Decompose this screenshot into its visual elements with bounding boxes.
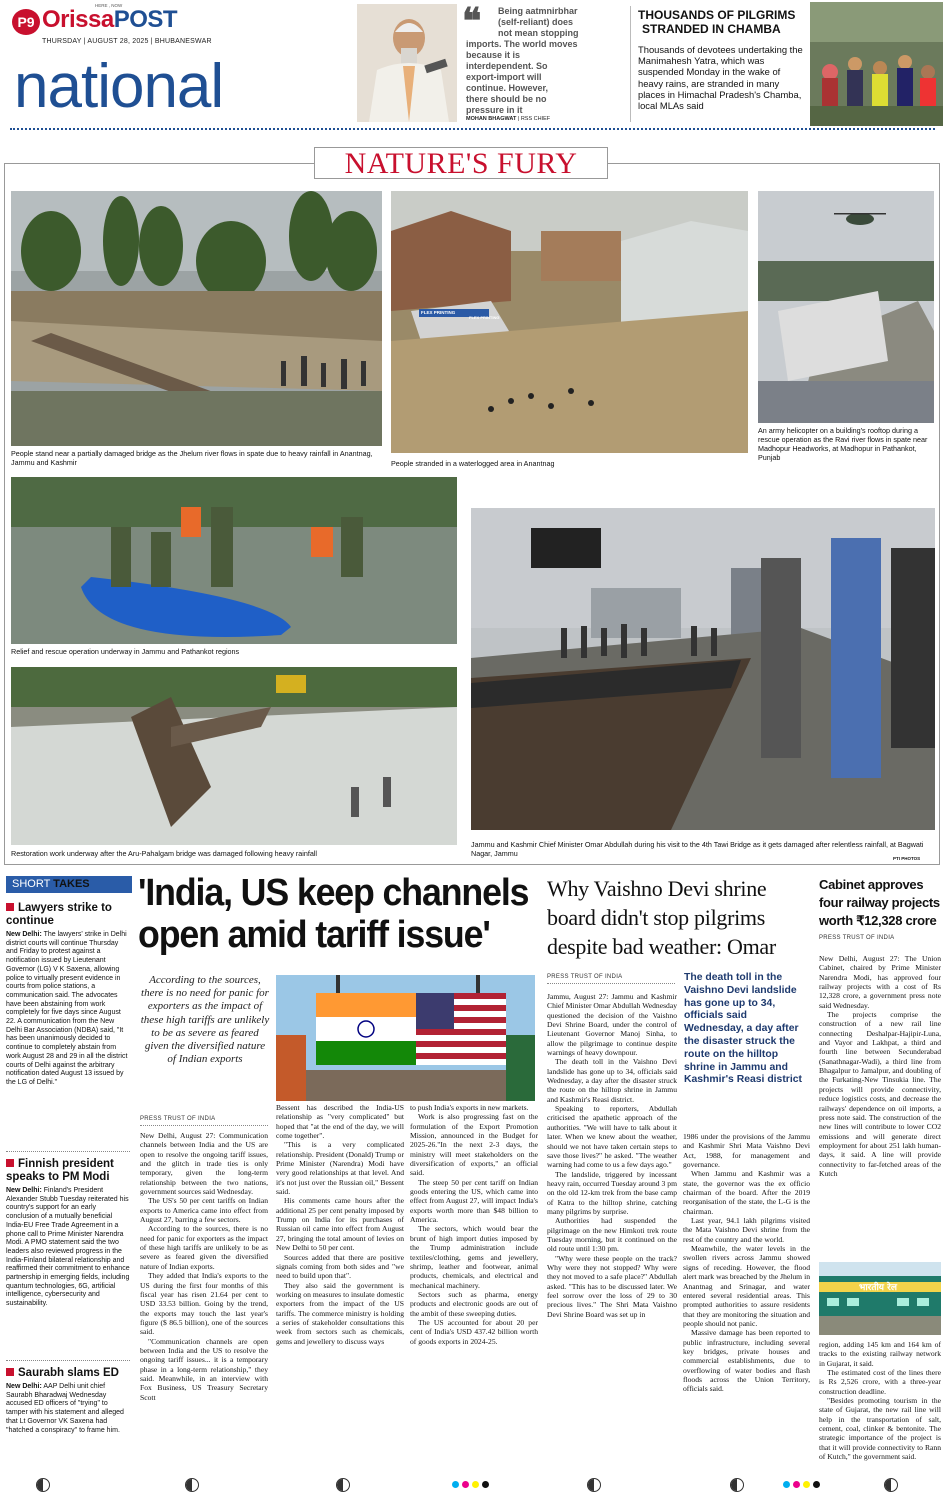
- registration-mark: [730, 1478, 744, 1492]
- caption-1: People stand near a partially damaged bridge as the Jhelum river flows in spate due to heavy rainfall in Anantnag, Jammu and Kashmir: [11, 449, 373, 467]
- paragraph: "Communication channels are open between India and the US to resolve the ongoing tariff issues... it is a temporary phase in a long-term relationship," they said. Meanwhile, in an interview with Fox Business, US Treasury Secretary Scott: [140, 1336, 268, 1402]
- paragraph: His comments came hours after the additional 25 per cent penalty imposed by Trump on India for its purchases of Russian oil came into effect from August 27, bringing the total amount of levies on New Delhi to 50 per cent.: [276, 1196, 404, 1253]
- paragraph: Sectors such as pharma, energy products and electronic goods are out of the ambit of these sweeping duties.: [410, 1289, 538, 1318]
- caption-2: People stranded in a waterlogged area in Anantnag: [391, 459, 555, 468]
- quote-line: Being aatmnirbhar: [498, 6, 578, 16]
- caption-3: An army helicopter on a building's rooftop during a rescue operation as the Ravi river flows in spate near Madhopur Headworks, at Madhopur in Pathankot, Punjab: [758, 426, 928, 462]
- third-col-top: [819, 954, 941, 1178]
- quote-line: there should be no: [466, 94, 547, 104]
- short-take-dateline: New Delhi:: [6, 1187, 42, 1194]
- short-take-item: [6, 902, 130, 1088]
- train-photo: [819, 1262, 941, 1335]
- lead-byline: PRESS TRUST OF INDIA: [140, 1116, 216, 1122]
- second-headline-line: despite bad weather: Omar: [547, 934, 776, 959]
- quote-line: not mean stopping: [498, 28, 579, 38]
- short-take-item: [6, 1158, 130, 1309]
- paragraph: Meanwhile, the water levels in the swollen rivers across Jammu showed signs of receding. However, the flood alert mark was breached by the Jhelum in Anantnag and Srinagar, and water entered several residential areas. This prompted authorities to assure residents that they are monitoring the situation and people should not panic.: [683, 1244, 810, 1328]
- short-take-body-text: Finland's President Alexander Stubb Tuesday reiterated his country's support for an early conclusion of a mutually beneficial India-EU Free Trade Agreement in a phone call to Prime Minister Narendra Modi. A PMO statement said the two leaders also reviewed progress in the India-Finland bilateral relationship and reaffirmed their commitment to enhance partnership in emerging fields, including quantum technologies, 6G, artificial intelligence, cybersecurity and sustainability.: [6, 1187, 130, 1308]
- quote-line: because it is: [466, 50, 521, 60]
- paragraph: The US's 50 per cent tariffs on Indian exports to America came into effect from August 27, barring a few sectors.: [140, 1196, 268, 1225]
- lead-headline-line: 'India, US keep channels: [138, 872, 529, 914]
- second-headline-line: Why Vaishno Devi shrine: [547, 876, 767, 901]
- lead-col-2: [276, 1103, 404, 1346]
- third-col-bottom: [819, 1340, 941, 1461]
- paragraph: region, adding 145 km and 164 km of tracks to the existing railway network in Gujarat, it said.: [819, 1340, 941, 1368]
- quote-line: pressure in it: [466, 105, 523, 115]
- paragraph: 1986 under the provisions of the Jammu and Kashmir Shri Mata Vaishno Devi Act, 1988, for management and governance.: [683, 1132, 810, 1170]
- short-take-item: [6, 1367, 130, 1435]
- registration-mark: [336, 1478, 350, 1492]
- paragraph: Work is also progressing fast on the formulation of the Export Promotion Mission, announced in the Budget for 2025-26."In the next 2-3 days, the ministry will meet stakeholders on the diversification of exports," an official said.: [410, 1112, 538, 1178]
- train-label: भारतीय रेल: [859, 1283, 897, 1293]
- attribution-role: RSS CHIEF: [520, 116, 551, 122]
- dateline: THURSDAY | AUGUST 28, 2025 | BHUBANESWAR: [42, 38, 212, 45]
- paragraph: Last year, 94.1 lakh pilgrims visited the Mata Vaishno Devi shrine from the rest of the country and the world.: [683, 1216, 810, 1244]
- short-take-body-text: The lawyers' strike in Delhi district courts will continue Thursday and Friday to protest against a notification issued by Lieutenant Governor (LG) V K Saxena, allowing police to virtually present evidence in courts from police stations, a communication said. The advocates have been abstaining from work completely for five days since August 22. A communication from the New Delhi Bar Association (NDBA) said, "It has been unanimously decided to continue to completely abstain from work August 28 and 29 in all the district courts of Delhi against the arbitrary notification dated August 13 issued by the LG of Delhi.": [6, 931, 128, 1086]
- brand-orissa: Orissa: [42, 6, 114, 33]
- short-take-headline-text: Finnish president speaks to PM Modi: [6, 1158, 114, 1183]
- quote-line: imports. The world moves: [466, 39, 578, 49]
- photo-aru-pahalgam-bridge: [11, 667, 457, 845]
- teaser-divider: [630, 6, 631, 122]
- masthead-rule: [10, 128, 935, 130]
- second-col-2: [683, 1132, 810, 1394]
- third-headline-line: Cabinet approves: [819, 877, 924, 892]
- paragraph: The projects comprise the construction of a new rail line connecting Deshalpar-Hajipir-Luna, and Vayor and Lakhpat, a third and fourth line between Secunderabad (Sanathnagar-Wadi), a third line from Bhagalpur to Jamalpur, and doubling of the Furkating-New Tinsukia line. The projects will provide connectivity, reduce logistics costs, and decrease the railways' dependence on oil imports, a press note said. The construction of the new lines will contribute to lower CO2 emissions and will generate direct employment for about 251 lakh human-days, it said. A line will provide connectivity to far-fetched areas of the Kutch: [819, 1010, 941, 1178]
- chamba-pilgrims-photo: [810, 2, 943, 126]
- short-takes: [6, 876, 132, 1456]
- brand-logo: [42, 6, 177, 34]
- photo-credit: PTI PHOTOS: [893, 856, 921, 861]
- paragraph: They added that India's exports to the US during the first four months of this fiscal year has risen 21.64 per cent to USD 33.53 billion. Going by the trend, the exports may touch the last year's figure ($ 86.5 billion), one of the sources said.: [140, 1271, 268, 1337]
- short-take-headline: [6, 1367, 130, 1380]
- paragraph: New Delhi, August 27: The Union Cabinet, chaired by Prime Minister Narendra Modi, has approved four railway projects with a cost of Rs 12,328 crore, a government press note said Wednesday.: [819, 954, 941, 1010]
- paragraph: to push India's exports in new markets.: [410, 1103, 529, 1112]
- second-col-1: [547, 992, 677, 1319]
- short-take-body-text: AAP Delhi unit chief Saurabh Bharadwaj Wednesday accused ED officers of "trying" to tamper with his statement and alleged that Lt Governor VK Saxena had "hatched a conspiracy" to frame him.: [6, 1383, 124, 1434]
- registration-mark: [185, 1478, 199, 1492]
- brand-post: POST: [113, 6, 178, 33]
- caption-4: Relief and rescue operation underway in Jammu and Pathankot regions: [11, 647, 240, 656]
- paragraph: The US accounted for about 20 per cent of India's USD 437.42 billion worth of goods exports in 2024-25.: [410, 1317, 538, 1346]
- paragraph: "This is a very complicated relationship. President (Donald) Trump or Prime Minister (Narendra) Modi have very good relationships at that level. And it's not just over the Russian oil," Bessent said.: [276, 1140, 404, 1197]
- brand-tag: HERE , NOW: [95, 3, 123, 8]
- registration-mark: [36, 1478, 50, 1492]
- paragraph: The estimated cost of the lines there is Rs 2,526 crore, with a three-year construction deadline.: [819, 1368, 941, 1396]
- second-headline: [547, 874, 809, 961]
- divider: [6, 1151, 130, 1152]
- quote-line: export-import will: [466, 72, 542, 82]
- paragraph: The death toll in the Vaishno Devi landslide has gone up to 34, officials said Wednesday, a day after the disaster struck the route on the hilltop shrine in Jammu and Kashmir's Reasi district.: [547, 1057, 677, 1104]
- short-take-headline: [6, 902, 130, 928]
- caption-5: Restoration work underway after the Aru-Pahalgam bridge was damaged following heavy rainfall: [11, 849, 318, 858]
- photo-rescue-boat: [11, 477, 457, 644]
- teaser-headline-line: STRANDED IN CHAMBA: [642, 22, 781, 36]
- footer-marks: [0, 1470, 945, 1497]
- short-take-body: [6, 1383, 130, 1435]
- bhagwat-photo: [357, 4, 457, 122]
- short-take-body: [6, 931, 130, 1088]
- trade-photo: [276, 975, 535, 1101]
- photo-waterlogged-anantnag: [391, 191, 748, 453]
- section-title: national: [14, 52, 224, 121]
- third-headline-line: worth ₹12,328 crore: [819, 913, 937, 928]
- lead-headline: [138, 872, 529, 956]
- quote-line: continue. However,: [466, 83, 549, 93]
- paragraph: "Why were these people on the track? Why were they not stopped? Why were they not moved to a safe place?" Abdullah asked. "This has to be discussed later. We feel sorrow over the loss of 29 to 30 precious lives." The Shri Mata Vaishno Devi Shrine Board was set up in: [547, 1253, 677, 1319]
- lead-col-1: [140, 1131, 268, 1402]
- registration-mark: [587, 1478, 601, 1492]
- lead-headline-line: open amid tariff issue': [138, 914, 490, 956]
- quote-mark-icon: ❝: [462, 1, 482, 41]
- lead-pullquote: According to the sources, there is no need for panic for exporters as the impact of these high tariffs are unlikely to be as severe as feared given the diversified nature of Indian exports: [140, 974, 270, 1066]
- teaser-headline-line: THOUSANDS OF PILGRIMS: [638, 8, 796, 22]
- color-bar: [452, 1481, 489, 1488]
- shop-sign-2: FLEX PRINTING: [469, 315, 500, 320]
- third-headline-line: four railway projects: [819, 895, 940, 910]
- short-take-headline: [6, 1158, 130, 1184]
- short-take-dateline: New Delhi:: [6, 931, 42, 938]
- paragraph: Sources added that there are positive signals coming from both sides and "we need to build upon that".: [276, 1252, 404, 1281]
- paragraph: The landslide, triggered by incessant heavy rain, occurred Tuesday around 3 pm on the old 12-km trek from the base camp of Katra to the hilltop shrine, catching many pilgrims by surprise.: [547, 1169, 677, 1216]
- paragraph: When Jammu and Kashmir was a state, the governor was the ex officio chairman of the board. After the 2019 reorganisation of the state, the L-G is the chairman.: [683, 1169, 810, 1216]
- feature-title: [314, 147, 608, 179]
- photo-tawi-bridge: [471, 508, 935, 830]
- quote-text: [466, 6, 596, 116]
- paragraph: Jammu, August 27: Jammu and Kashmir Chief Minister Omar Abdullah Wednesday questioned the decision of the Vaishno Devi Shrine Board, under the control of Lieutenant Governor Manoj Sinha, to allow the pilgrimage to continue despite warnings of heavy downpour.: [547, 992, 678, 1058]
- quote-attribution: MOHAN BHAGWAT | RSS CHIEF: [466, 116, 551, 122]
- paragraph: They also said the government is working on measures to insulate domestic exporters from the impact of the US tariffs. The commerce ministry is holding a series of stakeholder consultations this week from sectors such as chemicals, gems and jewellery to discuss ways: [276, 1280, 404, 1346]
- short-takes-header: [6, 876, 132, 893]
- short-take-headline-text: Saurabh slams ED: [18, 1367, 119, 1379]
- short-label: SHORT: [12, 878, 51, 890]
- photo-jhelum-bridge: [11, 191, 382, 446]
- paragraph: Authorities had suspended the pilgrimage on the new Himkoti trek route Tuesday morning, but it continued on the old route until 1:30 pm.: [547, 1216, 677, 1254]
- short-take-body: [6, 1187, 130, 1309]
- teaser-body: Thousands of devotees undertaking the Manimahesh Yatra, which was suspended Monday in the wake of heavy rains, are stranded in many places in Himachal Pradesh's Chamba, local MLAs said: [638, 44, 803, 112]
- caption-6: Jammu and Kashmir Chief Minister Omar Abdullah during his visit to the 4th Tawi Bridge as it gets damaged after relentless rainfall, at Bagwati Nagar, Jammu: [471, 840, 924, 858]
- paragraph: The sectors, which would bear the brunt of high import duties imposed by the Trump administration include textiles/clothing, gems and jewellery, shrimp, leather and footwear, animal products, chemicals, and electrical and mechanical machinery.: [410, 1224, 538, 1290]
- short-take-dateline: New Delhi:: [6, 1383, 42, 1390]
- third-headline: [819, 876, 941, 930]
- third-byline: PRESS TRUST OF INDIA: [819, 935, 895, 941]
- lead-byline-rule: [140, 1125, 268, 1126]
- masthead: [0, 0, 945, 130]
- registration-mark: [884, 1478, 898, 1492]
- color-bar: [783, 1481, 820, 1488]
- second-highlight: The death toll in the Vaishno Devi landslide has gone up to 34, officials said Wednesday, a day after the disaster struck the route on the hilltop shrine in Jammu and Kashmir's Reasi district: [684, 972, 802, 1086]
- quote-line: (self-reliant) does: [498, 17, 574, 27]
- attribution-name: MOHAN BHAGWAT: [466, 116, 517, 122]
- paragraph: According to the sources, there is no need for panic for exporters as the impact of these high tariffs are unlikely to be as severe as feared given the diversified nature of Indian exports.: [140, 1224, 268, 1271]
- paragraph: Massive damage has been reported to public infrastructure, including several key bridges, private houses and commercial establishments, due to overflowing of water bodies and flash floods across the Union Territory, officials said.: [683, 1328, 810, 1394]
- teaser-headline: [638, 8, 808, 36]
- paragraph: Bessent has described the India-US relationship as "very complicated" but hoped that "at the end of the day, we will come together".: [276, 1103, 404, 1141]
- paragraph: "Besides promoting tourism in the state of Gujarat, the new rail line will help in the transportation of salt, cement, coal, clinker & bentonite. The strategic importance of the project is that it will provide connectivity to Rann of Kutch," the government said.: [819, 1396, 941, 1462]
- feature-title-text: NATURE'S FURY: [344, 147, 578, 180]
- paragraph: Speaking to reporters, Abdullah criticised the apathetic approach of the authorities. "We will have to talk about it later. When we knew about the weather, should we not have taken certain steps to save those lives?" he asked. "The weather warning had come to us a few days ago.": [547, 1104, 677, 1170]
- page-badge: P9: [12, 9, 40, 35]
- second-byline: PRESS TRUST OF INDIA: [547, 974, 623, 980]
- quote-line: interdependent. So: [466, 61, 548, 71]
- shop-sign-1: FLEX PRINTING: [421, 310, 456, 315]
- lead-col-3: [410, 1103, 538, 1346]
- paragraph: New Delhi, August 27: Communication channels between India and the US are open to resolve the ongoing tariff issues, and the glitch in trade ties is only temporary, given the long-term relationship between the two nations, government sources said Wednesday.: [140, 1131, 268, 1197]
- photo-army-helicopter: [758, 191, 934, 423]
- short-take-headline-text: Lawyers strike to continue: [6, 902, 112, 927]
- paragraph: The steep 50 per cent tariff on Indian goods entering the US, which came into effect from August 27, will impact India's exports worth more than $48 billion to America.: [410, 1177, 538, 1225]
- takes-label: TAKES: [53, 878, 90, 890]
- divider: [6, 1360, 130, 1361]
- second-headline-line: board didn't stop pilgrims: [547, 905, 765, 930]
- second-byline-rule: [547, 983, 675, 984]
